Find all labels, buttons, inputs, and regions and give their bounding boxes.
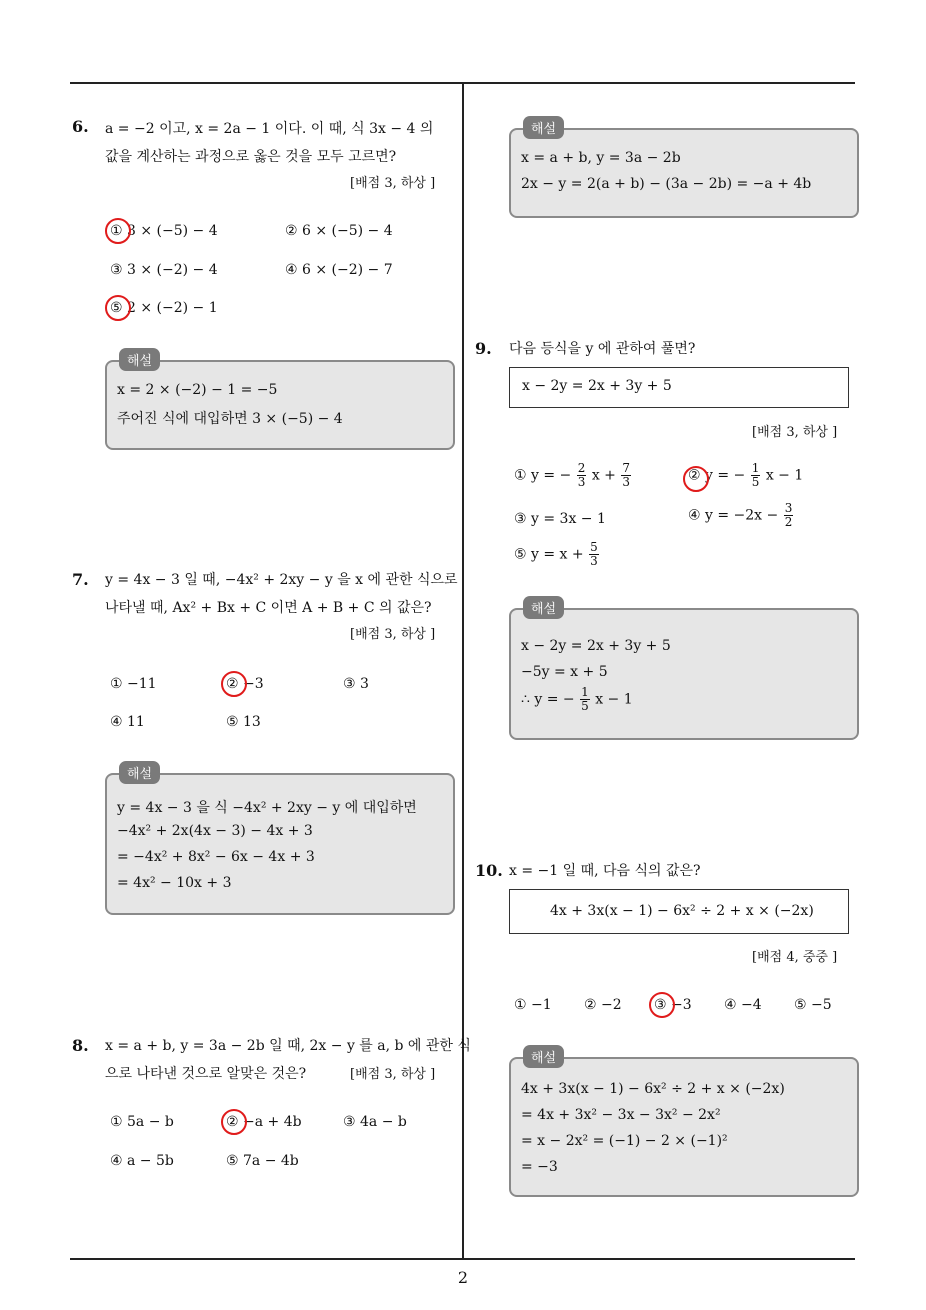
q9-sol-line: x − 2y = 2x + 3y + 5 <box>521 638 671 654</box>
q8-option-4[interactable]: ④ a − 5b <box>110 1153 174 1169</box>
q6-solution-box <box>105 354 455 450</box>
q8-option-2[interactable]: ② −a + 4b <box>226 1114 302 1130</box>
q9-sol3-prefix: ∴ y = − <box>521 691 575 708</box>
q10-sol-line: 4x + 3x(x − 1) − 6x² ÷ 2 + x × (−2x) <box>521 1081 785 1097</box>
q8-sol-line: x = a + b, y = 3a − 2b <box>521 150 681 166</box>
q7-sol-line: = −4x² + 8x² − 6x − 4x + 3 <box>117 849 315 865</box>
frac-numerator: 3 <box>784 501 793 515</box>
frac-numerator: 1 <box>751 461 760 475</box>
frac-denominator: 3 <box>622 475 630 489</box>
q9-option-5[interactable] <box>514 541 600 568</box>
q6-line2: 값을 계산하는 과정으로 옳은 것을 모두 고르면? <box>105 149 397 165</box>
q9-opt2-fraction <box>751 462 761 489</box>
q8-option-3[interactable]: ③ 4a − b <box>343 1114 407 1130</box>
q10-option-2[interactable]: ② −2 <box>584 997 622 1013</box>
q7-sol-line: = 4x² − 10x + 3 <box>117 875 232 891</box>
q7-solution-box <box>105 767 455 915</box>
q7-line2: 나타낼 때, Ax² + Bx + C 이면 A + B + C 의 값은? <box>105 600 432 616</box>
q6-score: [배점 3, 하상 ] <box>350 176 436 191</box>
q9-sol-line: −5y = x + 5 <box>521 664 608 680</box>
q10-score: [배점 4, 중중 ] <box>752 950 838 965</box>
q7-sol-line: −4x² + 2x(4x − 3) − 4x + 3 <box>117 823 313 839</box>
q9-option-3[interactable]: ③ y = 3x − 1 <box>514 511 606 527</box>
q7-score: [배점 3, 하상 ] <box>350 627 436 642</box>
q7-solution-tag: 해설 <box>119 761 160 784</box>
q8-sol-line: 2x − y = 2(a + b) − (3a − 2b) = −a + 4b <box>521 176 812 192</box>
q9-opt4-fraction <box>784 502 794 529</box>
q9-solution-box <box>509 602 859 740</box>
frac-denominator: 3 <box>590 554 598 568</box>
q10-line1: x = −1 일 때, 다음 식의 값은? <box>509 863 701 879</box>
frac-denominator: 2 <box>784 515 793 529</box>
q7-option-5[interactable]: ⑤ 13 <box>226 714 261 730</box>
q7-option-2[interactable]: ② −3 <box>226 676 264 692</box>
q9-opt4-prefix: ④ y = −2x − <box>688 507 779 524</box>
q9-sol-line <box>521 686 633 713</box>
q6-option-5[interactable]: ⑤ 2 × (−2) − 1 <box>110 300 218 316</box>
q9-opt2-prefix: ② y = − <box>688 467 746 484</box>
q9-text <box>509 335 695 363</box>
q6-solution-tag: 해설 <box>119 348 160 371</box>
q9-option-4[interactable] <box>688 502 794 529</box>
q6-text <box>105 115 433 171</box>
q10-sol-line: = x − 2x² = (−1) − 2 × (−1)² <box>521 1133 728 1149</box>
q9-equation: x − 2y = 2x + 3y + 5 <box>522 378 672 394</box>
q6-option-4[interactable]: ④ 6 × (−2) − 7 <box>285 262 393 278</box>
q10-expression-box <box>509 889 849 934</box>
q10-expression: 4x + 3x(x − 1) − 6x² ÷ 2 + x × (−2x) <box>550 903 814 919</box>
q10-sol-line: = 4x + 3x² − 3x − 3x² − 2x² <box>521 1107 721 1123</box>
q6-option-2[interactable]: ② 6 × (−5) − 4 <box>285 223 393 239</box>
q6-sol-line: 주어진 식에 대입하면 3 × (−5) − 4 <box>117 411 343 427</box>
frac-numerator: 2 <box>577 461 586 475</box>
q9-opt5-prefix: ⑤ y = x + <box>514 546 584 563</box>
q8-line1: x = a + b, y = 3a − 2b 일 때, 2x − y 를 a, b 에 관한 식 <box>105 1038 471 1054</box>
q9-opt1-prefix: ① y = − <box>514 467 572 484</box>
q8-option-1[interactable]: ① 5a − b <box>110 1114 174 1130</box>
q7-text <box>105 566 458 622</box>
q7-option-4[interactable]: ④ 11 <box>110 714 145 730</box>
q9-opt1-mid: x + <box>591 467 616 484</box>
q10-text <box>509 857 701 885</box>
q6-option-1[interactable]: ① 3 × (−5) − 4 <box>110 223 218 239</box>
q9-line1: 다음 등식을 y 에 관하여 풀면? <box>509 341 696 357</box>
q10-number: 10. <box>475 861 503 880</box>
page-number: 2 <box>457 1268 469 1287</box>
frac-numerator: 5 <box>590 540 598 554</box>
q10-option-4[interactable]: ④ −4 <box>724 997 762 1013</box>
frac-denominator: 5 <box>751 475 760 489</box>
q6-number: 6. <box>72 117 89 136</box>
q9-sol3-fraction <box>580 686 590 713</box>
q9-option-2[interactable] <box>688 462 803 489</box>
q8-solution-tag: 해설 <box>523 116 564 139</box>
q10-sol-line: = −3 <box>521 1159 558 1175</box>
q8-option-5[interactable]: ⑤ 7a − 4b <box>226 1153 299 1169</box>
q10-solution-box <box>509 1051 859 1197</box>
q10-solution-tag: 해설 <box>523 1045 564 1068</box>
q10-option-3[interactable]: ③ −3 <box>654 997 692 1013</box>
q9-equation-box <box>509 367 849 408</box>
q7-line1: y = 4x − 3 일 때, −4x² + 2xy − y 을 x 에 관한 식으로 <box>105 572 458 588</box>
q9-solution-tag: 해설 <box>523 596 564 619</box>
q8-line2: 으로 나타낸 것으로 알맞은 것은? <box>105 1066 307 1082</box>
q6-sol-line: x = 2 × (−2) − 1 = −5 <box>117 382 278 398</box>
q9-sol3-suffix: x − 1 <box>595 691 633 708</box>
q8-number: 8. <box>72 1036 89 1055</box>
q7-option-3[interactable]: ③ 3 <box>343 676 369 692</box>
q7-sol-line: y = 4x − 3 을 식 −4x² + 2xy − y 에 대입하면 <box>117 800 417 816</box>
q7-number: 7. <box>72 570 89 589</box>
bottom-rule <box>70 1258 855 1260</box>
q9-option-1[interactable] <box>514 462 632 489</box>
q6-option-3[interactable]: ③ 3 × (−2) − 4 <box>110 262 218 278</box>
q9-score: [배점 3, 하상 ] <box>752 425 838 440</box>
frac-numerator: 7 <box>622 461 630 475</box>
q9-opt2-suffix: x − 1 <box>765 467 804 484</box>
q8-score: [배점 3, 하상 ] <box>350 1067 436 1082</box>
q9-opt1-fraction2 <box>621 462 631 489</box>
q10-option-1[interactable]: ① −1 <box>514 997 552 1013</box>
frac-denominator: 3 <box>577 475 586 489</box>
q6-line1: a = −2 이고, x = 2a − 1 이다. 이 때, 식 3x − 4 의 <box>105 121 434 137</box>
q9-opt1-fraction <box>577 462 587 489</box>
q9-opt5-fraction <box>589 541 599 568</box>
q8-solution-box <box>509 122 859 218</box>
frac-numerator: 1 <box>581 685 589 699</box>
frac-denominator: 5 <box>581 699 589 713</box>
q9-number: 9. <box>475 339 492 358</box>
q10-option-5[interactable]: ⑤ −5 <box>794 997 832 1013</box>
q7-option-1[interactable]: ① −11 <box>110 676 157 692</box>
